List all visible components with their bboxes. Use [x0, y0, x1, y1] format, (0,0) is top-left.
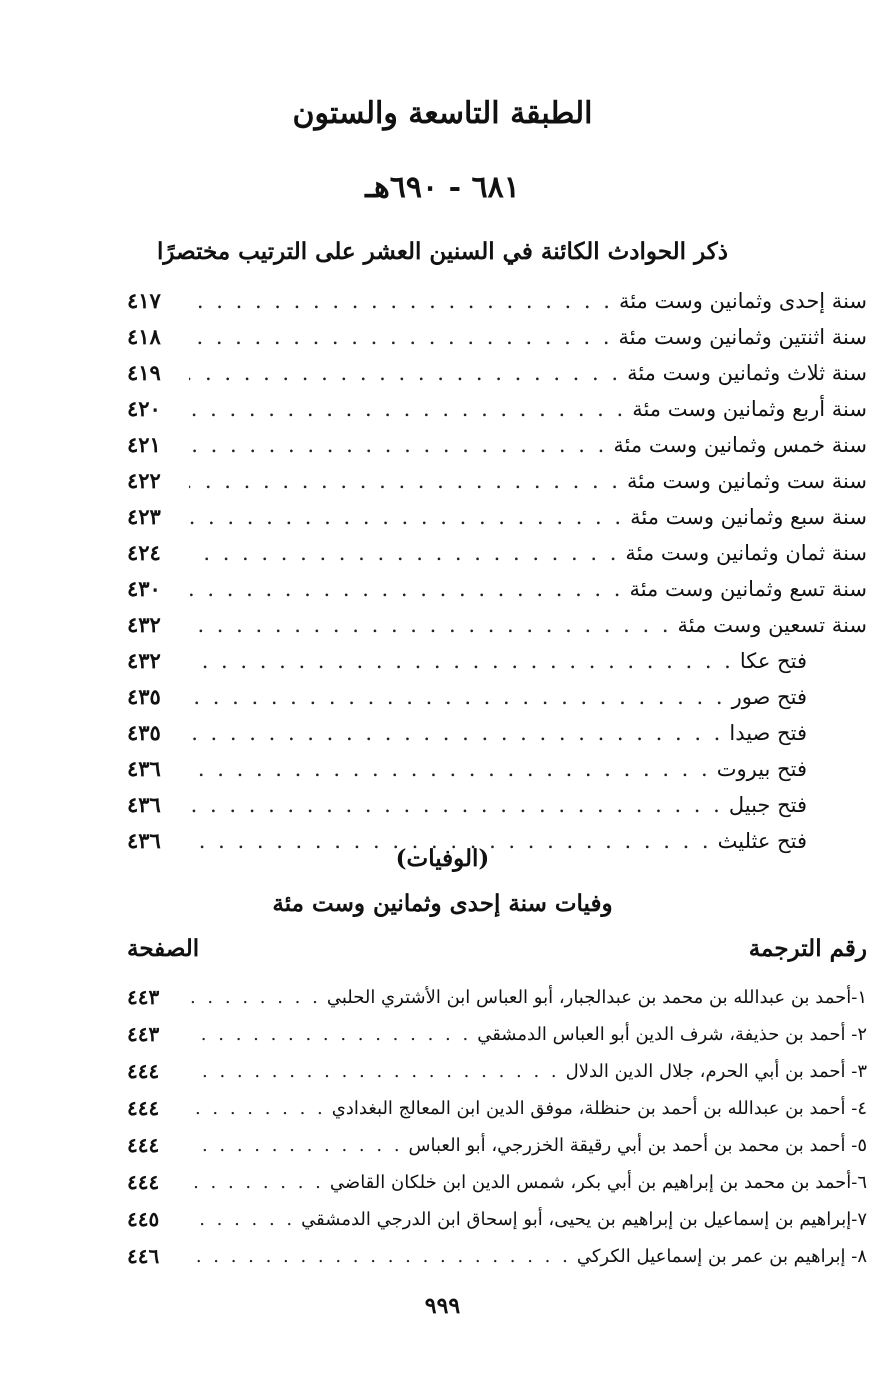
toc-subentry: [127, 787, 867, 823]
toc-entry-title: سنة خمس وثمانين وست مئة: [613, 433, 867, 457]
biography-name: ٥- أحمد بن محمد بن أحمد بن أبي رقيقة الخزرجي، أبو العباس: [408, 1135, 867, 1156]
biography-page: ٤٤٤: [127, 1170, 160, 1194]
deaths-year-heading: وفيات سنة إحدى وثمانين وست مئة: [272, 890, 613, 917]
toc-subentry-title: فتح صيدا: [729, 721, 807, 745]
toc-entry-page: ٤٢٣: [127, 504, 161, 529]
leader-dots: [189, 535, 619, 571]
toc-entry: [127, 607, 867, 643]
biography-page: ٤٤٤: [127, 1059, 160, 1083]
biography-entry: [127, 1127, 867, 1164]
toc-entry-title: سنة ست وثمانين وست مئة: [626, 469, 867, 493]
year-range: ٦٨١ - ٦٩٠هـ: [365, 170, 520, 205]
biography-name: ٨- إبراهيم بن عمر بن إسماعيل الكركي: [576, 1246, 867, 1267]
biography-name: ٤- أحمد بن عبدالله بن أحمد بن حنظلة، موفق الدين ابن المعالج البغدادي: [331, 1098, 867, 1119]
toc-entry-title: سنة تسعين وست مئة: [677, 613, 867, 637]
biography-entry: [127, 1201, 867, 1238]
toc-entry: [127, 535, 867, 571]
toc-subentry-title: فتح صور: [731, 685, 807, 709]
toc-entry: [127, 283, 867, 319]
biography-name: ٣- أحمد بن أبي الحرم، جلال الدين الدلال: [565, 1061, 867, 1082]
leader-dots: [189, 787, 723, 823]
toc-entry-title: سنة اثنتين وثمانين وست مئة: [618, 325, 867, 349]
toc-subentry-page: ٤٣٦: [127, 828, 161, 853]
column-header-entry-number: رقم الترجمة: [748, 935, 867, 962]
biography-name: ٢- أحمد بن حذيفة، شرف الدين أبو العباس الدمشقي: [477, 1024, 867, 1045]
deaths-heading: (الوفيات): [395, 845, 490, 872]
leader-dots: [189, 643, 734, 679]
biography-page: ٤٤٣: [127, 985, 160, 1009]
toc-subentry-title: فتح عثليث: [717, 829, 807, 853]
toc-entry-page: ٤٢٠: [127, 396, 161, 421]
toc-entry-page: ٤١٩: [127, 360, 161, 385]
biography-entry: [127, 1053, 867, 1090]
toc-entry-page: ٤١٧: [127, 288, 161, 313]
biography-page: ٤٤٤: [127, 1096, 160, 1120]
leader-dots: [189, 391, 626, 427]
toc-subentry-title: فتح بيروت: [716, 757, 807, 781]
toc-subentry: [127, 643, 867, 679]
column-header-page: الصفحة: [127, 935, 200, 962]
leader-dots: [189, 355, 621, 391]
biographies-list: [127, 979, 867, 1275]
biography-page: ٤٤٤: [127, 1133, 160, 1157]
biography-entry: [127, 1238, 867, 1275]
toc-subentry-page: ٤٣٦: [127, 756, 161, 781]
toc-entry-title: سنة سبع وثمانين وست مئة: [630, 505, 867, 529]
leader-dots: [189, 715, 723, 751]
leader-dots: [189, 463, 621, 499]
biography-page: ٤٤٦: [127, 1244, 160, 1268]
biography-name: ٦-أحمد بن محمد بن إبراهيم بن أبي بكر، شمس الدين ابن خلكان القاضي: [329, 1172, 867, 1193]
toc-entry-page: ٤٣٠: [127, 576, 161, 601]
leader-dots: [189, 319, 613, 355]
leader-dots: [189, 1164, 324, 1201]
toc-subentry-title: فتح جبيل: [728, 793, 807, 817]
biography-entry: [127, 1090, 867, 1127]
toc-subentry: [127, 679, 867, 715]
toc-entry-title: سنة أربع وثمانين وست مئة: [632, 397, 867, 421]
leader-dots: [189, 679, 726, 715]
page-title: الطبقة التاسعة والستون: [292, 96, 593, 131]
toc-subentry-page: ٤٣٥: [127, 684, 161, 709]
leader-dots: [189, 751, 711, 787]
toc-entry: [127, 319, 867, 355]
leader-dots: [189, 1201, 295, 1238]
events-toc: [127, 283, 867, 859]
leader-dots: [189, 571, 623, 607]
toc-entry-title: سنة إحدى وثمانين وست مئة: [618, 289, 867, 313]
leader-dots: [189, 499, 624, 535]
leader-dots: [189, 283, 613, 319]
leader-dots: [189, 1127, 403, 1164]
leader-dots: [189, 979, 321, 1016]
biography-name: ٧-إبراهيم بن إسماعيل بن إبراهيم بن يحيى، أبو إسحاق ابن الدرجي الدمشقي: [301, 1209, 867, 1230]
toc-entry-page: ٤٢٤: [127, 540, 161, 565]
toc-subentry-page: ٤٣٥: [127, 720, 161, 745]
toc-entry: [127, 463, 867, 499]
toc-entry-title: سنة ثلاث وثمانين وست مئة: [627, 361, 867, 385]
toc-subentry: [127, 751, 867, 787]
biography-page: ٤٤٥: [127, 1207, 160, 1231]
leader-dots: [189, 1053, 560, 1090]
toc-entry-page: ٤٣٢: [127, 612, 161, 637]
toc-subentry-page: ٤٣٢: [127, 648, 161, 673]
leader-dots: [189, 427, 607, 463]
toc-subentry: [127, 715, 867, 751]
toc-subentry-title: فتح عكا: [739, 649, 807, 673]
biography-name: ١-أحمد بن عبدالله بن محمد بن عبدالجبار، أبو العباس ابن الأشتري الحلبي: [326, 987, 867, 1008]
section-heading: ذكر الحوادث الكائنة في السنين العشر على الترتيب مختصرًا: [157, 238, 728, 265]
biography-entry: [127, 979, 867, 1016]
biography-entry: [127, 1164, 867, 1201]
leader-dots: [189, 1238, 571, 1275]
toc-entry: [127, 499, 867, 535]
leader-dots: [189, 607, 672, 643]
toc-entry-page: ٤٢١: [127, 432, 161, 457]
leader-dots: [189, 1090, 326, 1127]
toc-entry-title: سنة ثمان وثمانين وست مئة: [625, 541, 867, 565]
biography-entry: [127, 1016, 867, 1053]
toc-subentry-page: ٤٣٦: [127, 792, 161, 817]
toc-entry-title: سنة تسع وثمانين وست مئة: [629, 577, 867, 601]
toc-entry-page: ٤١٨: [127, 324, 161, 349]
toc-entry: [127, 571, 867, 607]
toc-entry-page: ٤٢٢: [127, 468, 161, 493]
toc-entry: [127, 391, 867, 427]
toc-entry: [127, 355, 867, 391]
biography-page: ٤٤٣: [127, 1022, 160, 1046]
toc-entry: [127, 427, 867, 463]
leader-dots: [189, 1016, 471, 1053]
page-number: ٩٩٩: [424, 1293, 461, 1319]
